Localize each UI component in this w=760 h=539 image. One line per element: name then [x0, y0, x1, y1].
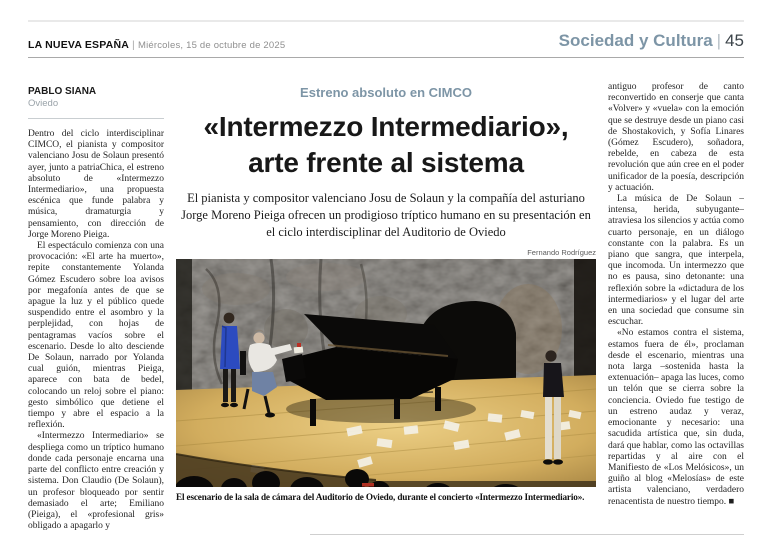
masthead [28, 39, 285, 51]
section-pipe: | [716, 31, 722, 50]
bottom-hairline [310, 534, 744, 535]
right-column [608, 80, 744, 531]
section-header [559, 31, 744, 51]
header-rule [28, 57, 744, 58]
masthead-title: LA NUEVA ESPAÑA [28, 39, 130, 51]
top-hairline [28, 20, 744, 22]
stage-photo-illustration [176, 259, 596, 487]
left-column [28, 80, 164, 531]
article-paragraph: «No estamos contra el sistema, estamos fuera de él», proclaman desde el escenario, mientras una nota larga –sostenida hasta la extenuación– apaga las luces, como un telón que se cierra sobre la conciencia. Oviedo fue testigo de un estreno audaz y veraz, emocionante y necesario: una sacudida artística que, sin duda, dará que hablar, como las octavillas repartidas y al aire con el Manifiesto de «Los Melósicos», un guiño al blog «Melosías» de este artista valenciano, verdadero renacentista de nuestro tiempo. ■ [608, 328, 744, 507]
masthead-separator: | [132, 39, 135, 51]
byline-author: PABLO SIANA [28, 86, 97, 97]
byline-place: Oviedo [28, 98, 59, 109]
article-paragraph: Dentro del ciclo interdisciplinar CIMCO, el pianista y compositor valenciano Josu de Solaun presentó ayer, junto a patriaChica, el estreno absoluto de «Intermezzo Intermediario», una propuesta escénica que funde palabra y música, dramaturgia y pensamiento, con dirección de Jorge Moreno Pieiga. [28, 129, 164, 240]
photo-caption: El escenario de la sala de cámara del Auditorio de Oviedo, durante el concierto «Intermezzo Intermediario». [176, 492, 585, 502]
photo-credit: Fernando Rodríguez [527, 248, 596, 257]
headline: «Intermezzo Intermediario», arte frente al sistema [203, 111, 569, 178]
section-title: Sociedad y Cultura [558, 31, 713, 50]
article-paragraph: El espectáculo comienza con una provocación: «El arte ha muerto», repite constantemente Yolanda Gómez Escudero sobre loa avisos por megafonía antes de que se apague la luz y el público quede suspendido entre el asombro y la perplejidad, con hojas de pentagramas vacíos sobre el escenario. Desde lo alto desciende De Solaun, narrado por Yolanda cual guión, mientras Pieiga, aparece con bata de bedel, colocando un reloj sobre el piano: gesto simbólico que detiene el tiempo y abre el espacio a la reflexión. [28, 241, 164, 431]
red-marker [297, 343, 301, 347]
left-column-text [28, 129, 164, 531]
stage-photo [176, 259, 596, 487]
right-column-text [608, 82, 744, 508]
byline-rule [28, 118, 164, 119]
red-lettering [362, 483, 374, 487]
article-paragraph: «Intermezzo Intermediario» se despliega como un tríptico humano donde cada personaje encarna una parte del conflicto entre creación y sistema. Don Claudio (De Solaun), un profesor bloqueado por sentir demasiado el arte; Emiliano (Pieiga), el «profesional gris» obligado a apagarlo y [28, 431, 164, 531]
score-on-piano [294, 346, 304, 353]
page-number: 45 [725, 31, 744, 50]
subhead: El pianista y compositor valenciano Josu de Solaun y la compañía del asturiano Jorge Moreno Pieiga ofrecen un prodigioso tríptico humano en su presentación en el ciclo interdisciplinar del Auditorio de Oviedo [181, 191, 591, 239]
page-header [28, 31, 744, 51]
article-columns [28, 80, 744, 531]
kicker: Estreno absoluto en CIMCO [300, 85, 472, 100]
edition-date: Miércoles, 15 de octubre de 2025 [137, 40, 286, 51]
article-paragraph: La música de De Solaun –intensa, herida, subyugante– atraviesa los silencios y actúa como cuarto personaje, en un diálogo constante con la palabra. Es un piano que sangra, que interpela, que incomoda. Un intermezzo que no es pausa, sino detonante: una reflexión sobre la «dictadura de los intermediarios» y el lugar del arte en una sociedad que consume sin escuchar. [608, 194, 744, 328]
center-column [176, 80, 596, 531]
article-paragraph: antiguo profesor de canto reconvertido en conserje que canta «Volver» y «vuela» con la emoción que se destruye desde un piano casi de Shostakovich, y Sofía Linares (Gómez Escudero), soñadora, rebelde, en cabeza de esta revolución que aún cree en el poder unificador de la poesía, descripción y actuación. [608, 82, 744, 193]
